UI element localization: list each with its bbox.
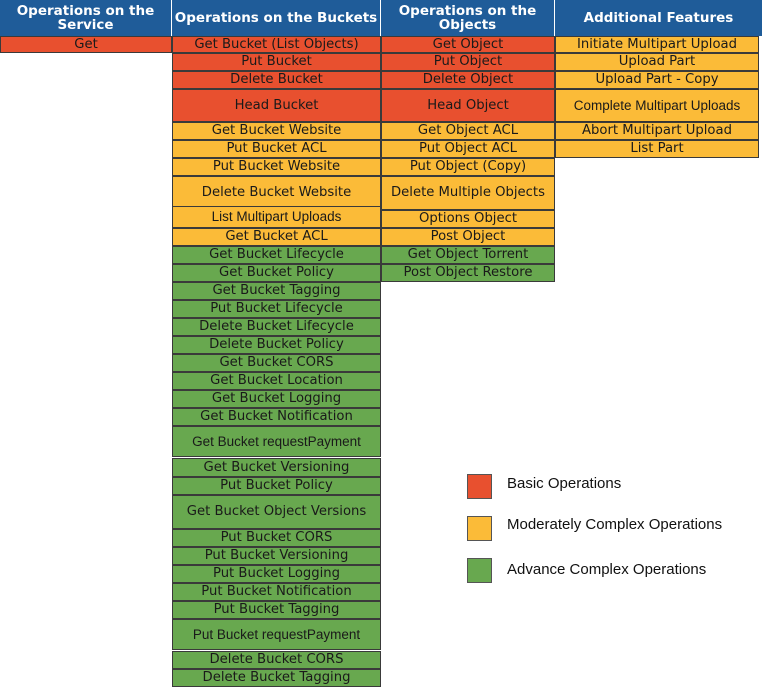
header-additional: Additional Features <box>555 0 762 36</box>
operation-cell-bucket: Put Bucket Notification <box>172 583 381 601</box>
operation-cell-object: Get Object Torrent <box>381 246 555 264</box>
operation-cell-bucket: Put Bucket Website <box>172 158 381 176</box>
operation-cell-bucket: Put Bucket Logging <box>172 565 381 583</box>
legend-label-basic: Basic Operations <box>507 475 622 492</box>
operation-cell-feature: Upload Part <box>555 53 759 71</box>
operation-cell-service: Get <box>0 36 172 53</box>
operation-cell-feature: List Part <box>555 140 759 158</box>
legend-swatch-moderate <box>467 516 492 541</box>
operation-cell-bucket: Get Bucket requestPayment <box>172 426 381 457</box>
operation-cell-feature: Abort Multipart Upload <box>555 122 759 140</box>
operation-cell-object: Head Object <box>381 89 555 122</box>
operation-cell-bucket: Put Bucket ACL <box>172 140 381 158</box>
operation-cell-bucket: Delete Bucket <box>172 71 381 89</box>
operation-cell-bucket: Delete Bucket Lifecycle <box>172 318 381 336</box>
header-service: Operations on the Service <box>0 0 172 36</box>
legend-label-moderate: Moderately Complex Operations <box>507 516 723 533</box>
operation-cell-object: Delete Multiple Objects <box>381 176 555 210</box>
operation-cell-object: Put Object <box>381 53 555 71</box>
operation-cell-object: Put Object (Copy) <box>381 158 555 176</box>
operation-cell-bucket: Put Bucket <box>172 53 381 71</box>
operation-cell-bucket: Get Bucket CORS <box>172 354 381 372</box>
operation-cell-bucket: Head Bucket <box>172 89 381 122</box>
operation-cell-bucket: Get Bucket Website <box>172 122 381 140</box>
operation-cell-feature: Upload Part - Copy <box>555 71 759 89</box>
operation-cell-object: Post Object Restore <box>381 264 555 282</box>
operation-cell-bucket: Put Bucket CORS <box>172 529 381 547</box>
operation-cell-bucket: Put Bucket Policy <box>172 477 381 495</box>
operation-cell-bucket: Put Bucket Tagging <box>172 601 381 619</box>
legend-swatch-basic <box>467 474 492 499</box>
operation-cell-bucket: Get Bucket Notification <box>172 408 381 426</box>
operation-cell-bucket: Get Bucket Tagging <box>172 282 381 300</box>
operation-cell-bucket: Delete Bucket CORS <box>172 651 381 669</box>
operation-cell-bucket: Put Bucket requestPayment <box>172 619 381 650</box>
operation-cell-bucket: Get Bucket Location <box>172 372 381 390</box>
operation-cell-object: Put Object ACL <box>381 140 555 158</box>
operation-cell-bucket: List Multipart Uploads <box>172 206 381 228</box>
operation-cell-object: Post Object <box>381 228 555 246</box>
operation-cell-object: Delete Object <box>381 71 555 89</box>
operation-cell-bucket: Get Bucket Logging <box>172 390 381 408</box>
operation-cell-object: Get Object <box>381 36 555 53</box>
operation-cell-bucket: Put Bucket Lifecycle <box>172 300 381 318</box>
operation-cell-bucket: Delete Bucket Website <box>172 176 381 210</box>
legend-swatch-advanced <box>467 558 492 583</box>
operation-cell-feature: Initiate Multipart Upload <box>555 36 759 53</box>
legend-label-advanced: Advance Complex Operations <box>507 561 707 578</box>
operation-cell-bucket: Get Bucket Versioning <box>172 458 381 477</box>
operation-cell-feature: Complete Multipart Uploads <box>555 89 759 122</box>
operation-cell-bucket: Get Bucket Policy <box>172 264 381 282</box>
operation-cell-bucket: Put Bucket Versioning <box>172 547 381 565</box>
header-objects: Operations on the Objects <box>381 0 555 36</box>
operation-cell-object: Options Object <box>381 210 555 228</box>
operation-cell-bucket: Get Bucket ACL <box>172 228 381 246</box>
operation-cell-bucket: Get Bucket Object Versions <box>172 495 381 529</box>
header-buckets: Operations on the Buckets <box>172 0 381 36</box>
operation-cell-object: Get Object ACL <box>381 122 555 140</box>
operation-cell-bucket: Delete Bucket Policy <box>172 336 381 354</box>
operation-cell-bucket: Delete Bucket Tagging <box>172 669 381 687</box>
operation-cell-bucket: Get Bucket (List Objects) <box>172 36 381 53</box>
operation-cell-bucket: Get Bucket Lifecycle <box>172 246 381 264</box>
